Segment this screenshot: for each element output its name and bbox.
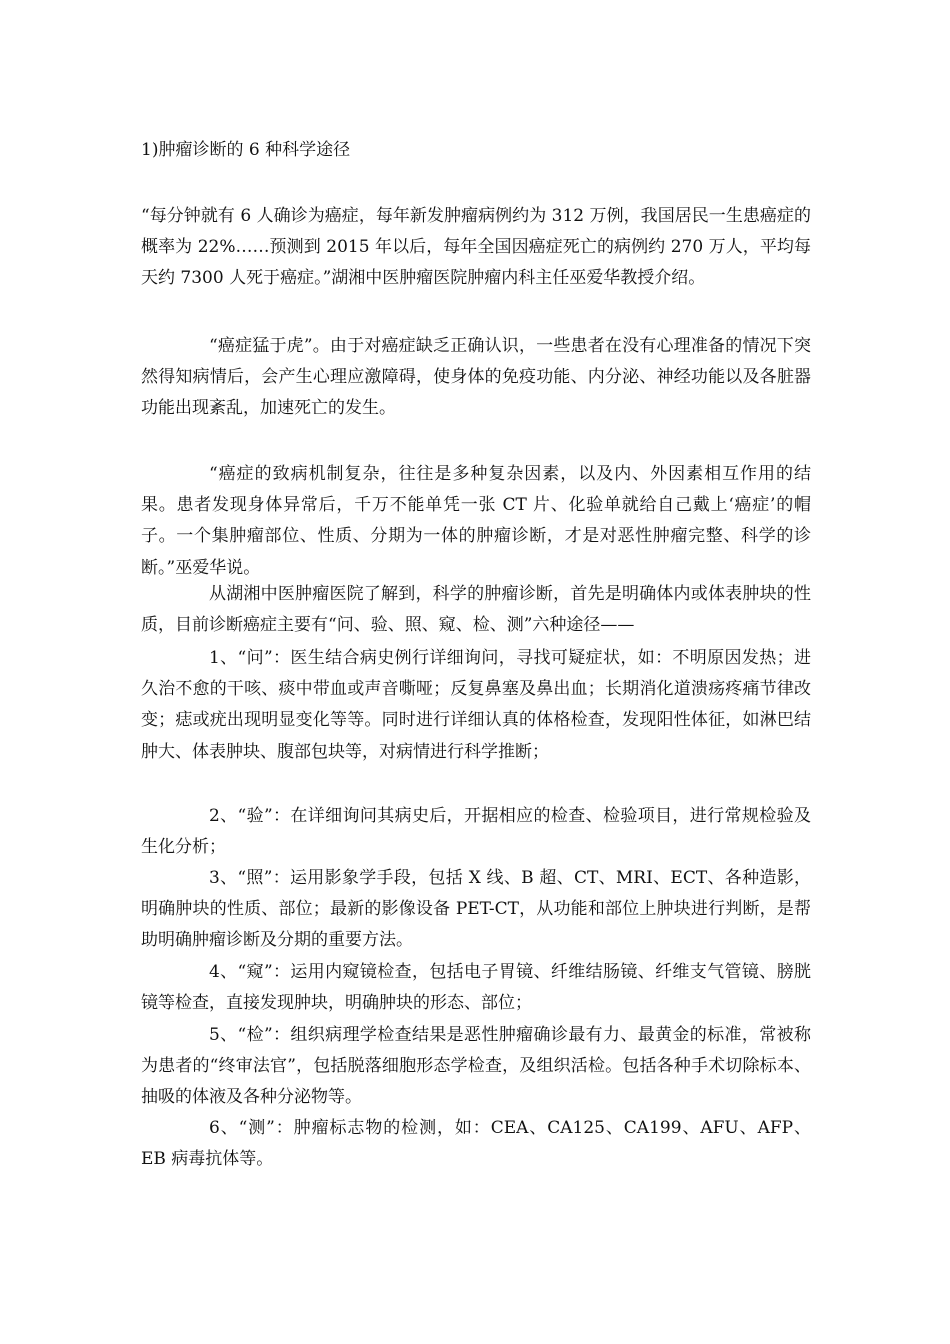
paragraph-cancer-fear: “癌症猛于虎”。由于对癌症缺乏正确认识，一些患者在没有心理准备的情况下突然得知病情后，会产生心理应激障碍，使身体的免疫功能、内分泌、神经功能以及各脏器功能出现紊乱，加速死亡的发生。 xyxy=(141,336,811,419)
paragraph-method-endoscopy: 4、“窥”：运用内窥镜检查，包括电子胃镜、纤维结肠镜、纤维支气管镜、膀胱镜等检查，直接发现肿块，明确肿块的形态、部位； xyxy=(141,962,811,1014)
paragraph-pathogenesis: “癌症的致病机制复杂，往往是多种复杂因素，以及内、外因素相互作用的结果。患者发现身体异常后，千万不能单凭一张 CT 片、化验单就给自己戴上‘癌症’的帽子。一个集肿瘤部位、性质、分期为一体的肿瘤诊断，才是对恶性肿瘤完整、科学的诊断。”巫爱华说。 xyxy=(141,464,811,578)
paragraph-six-methods-intro: 从湖湘中医肿瘤医院了解到，科学的肿瘤诊断，首先是明确体内或体表肿块的性质，目前诊断癌症主要有“问、验、照、窥、检、测”六种途径—— xyxy=(141,584,811,636)
paragraph-method-markers: 6、“测”：肿瘤标志物的检测，如：CEA、CA125、CA199、AFU、AFP、EB 病毒抗体等。 xyxy=(141,1118,811,1170)
paragraph-statistics: “每分钟就有 6 人确诊为癌症，每年新发肿瘤病例约为 312 万例，我国居民一生患癌症的概率为 22%……预测到 2015 年以后，每年全国因癌症死亡的病例约 270 万人，平均每天约 7300 人死于癌症。”湖湘中医肿瘤医院肿瘤内科主任巫爱华教授介绍。 xyxy=(141,206,811,289)
paragraph-method-ask: 1、“问”：医生结合病史例行详细询问，寻找可疑症状，如：不明原因发热；进久治不愈的干咳、痰中带血或声音嘶哑；反复鼻塞及鼻出血；长期消化道溃疡疼痛节律改变；痣或疣出现明显变化等等。同时进行详细认真的体格检查，发现阳性体征，如淋巴结肿大、体表肿块、腹部包块等，对病情进行科学推断； xyxy=(141,648,811,762)
paragraph-method-imaging: 3、“照”：运用影象学手段，包括 X 线、B 超、CT、MRI、ECT、各种造影，明确肿块的性质、部位；最新的影像设备 PET-CT，从功能和部位上肿块进行判断，是帮助明确肿瘤诊断及分期的重要方法。 xyxy=(141,868,811,951)
paragraph-method-test: 2、“验”：在详细询问其病史后，开据相应的检查、检验项目，进行常规检验及生化分析； xyxy=(141,806,811,858)
section-heading: 1)肿瘤诊断的 6 种科学途径 xyxy=(141,140,351,160)
paragraph-method-pathology: 5、“检”：组织病理学检查结果是恶性肿瘤确诊最有力、最黄金的标准，常被称为患者的“终审法官”，包括脱落细胞形态学检查，及组织活检。包括各种手术切除标本、抽吸的体液及各种分泌物等。 xyxy=(141,1025,811,1108)
